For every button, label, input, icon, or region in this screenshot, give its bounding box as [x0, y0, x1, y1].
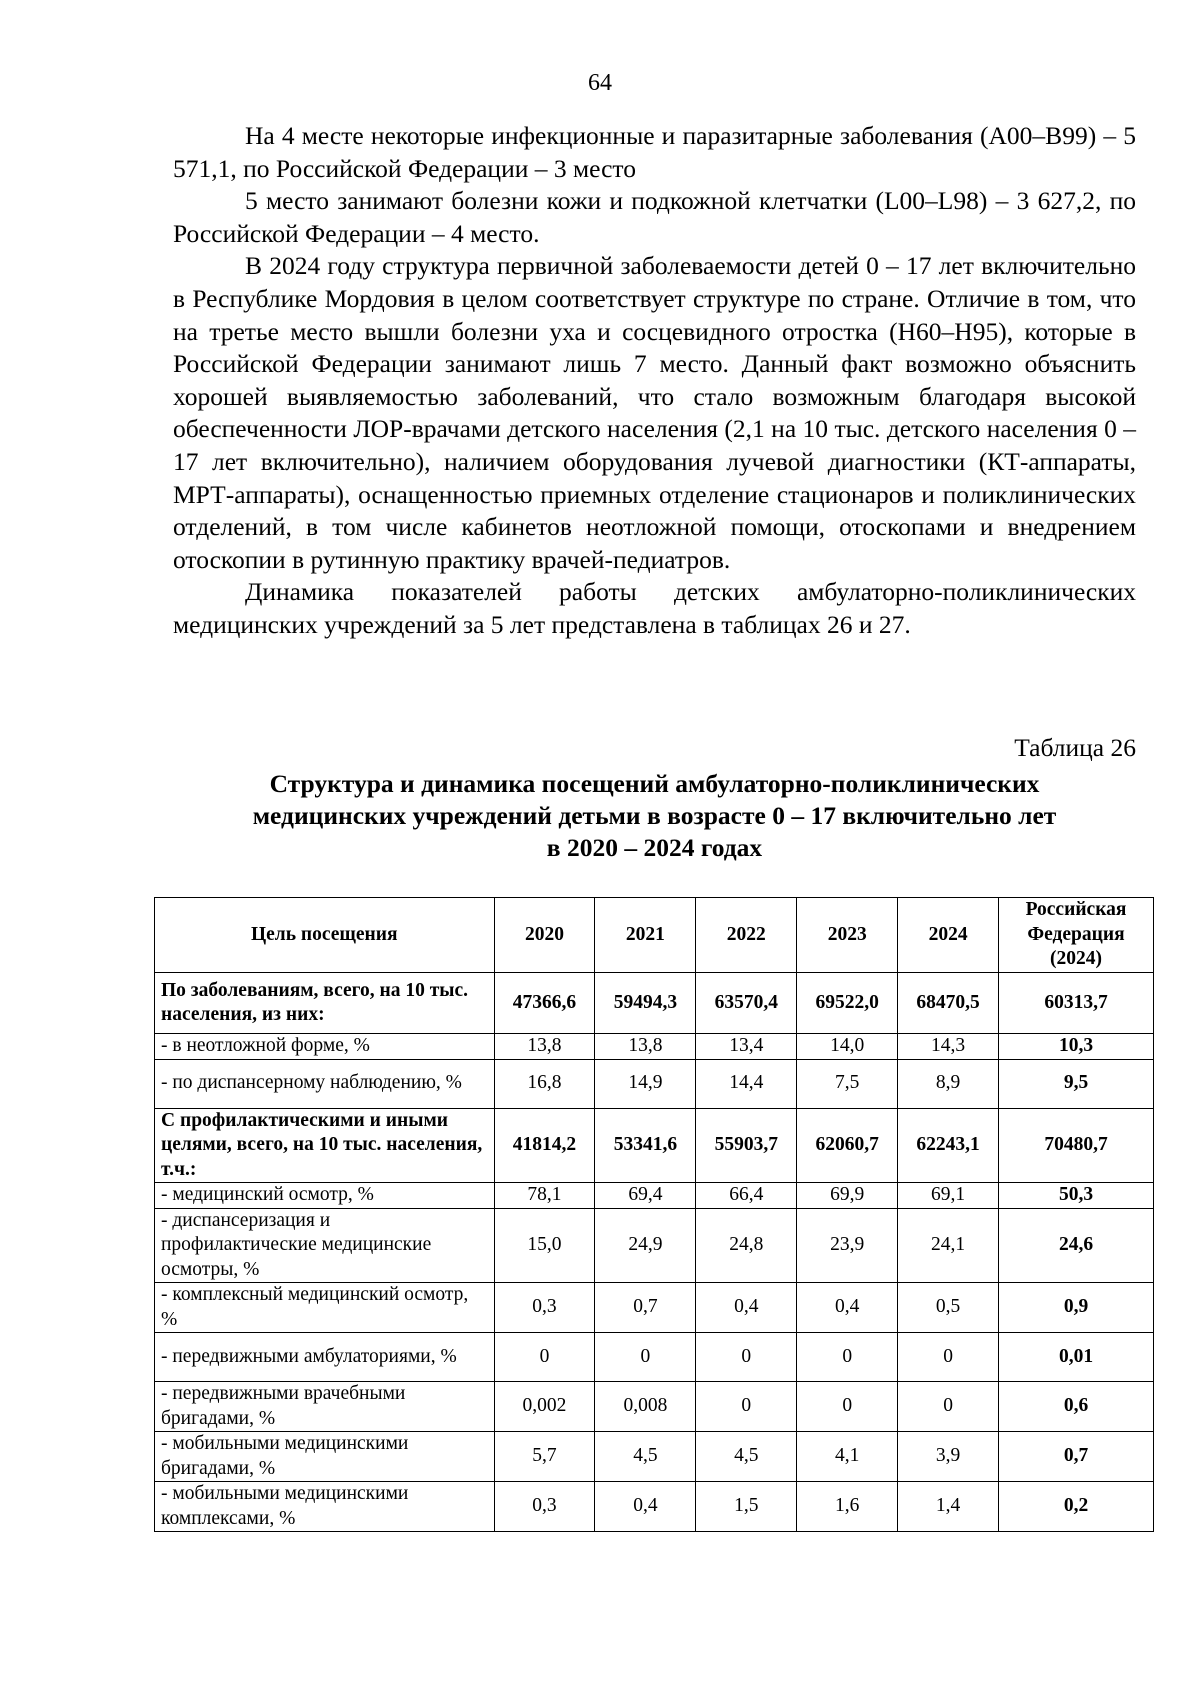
cell-value: 0 [898, 1382, 999, 1432]
cell-value: 0 [595, 1333, 696, 1382]
table-row [155, 1283, 1154, 1333]
cell-value: 23,9 [797, 1208, 898, 1283]
header-year: 2021 [595, 898, 696, 973]
cell-value: 0,4 [696, 1283, 797, 1333]
header-russian-federation: Российская Федерация (2024) [999, 898, 1154, 973]
table-label: Таблица 26 [1014, 733, 1136, 762]
table-row [155, 1382, 1154, 1432]
cell-value: 14,4 [696, 1059, 797, 1108]
row-label: - по диспансерному наблюдению, % [155, 1059, 495, 1108]
table-title-line: в 2020 – 2024 годах [546, 833, 763, 862]
table-title-line: Структура и динамика посещений амбулаторно-поликлинических [269, 769, 1040, 798]
cell-rf-value: 0,2 [999, 1482, 1154, 1532]
cell-value: 0 [494, 1333, 595, 1382]
cell-value: 13,4 [696, 1034, 797, 1060]
row-label: - в неотложной форме, % [155, 1034, 495, 1060]
table-title-line: медицинских учреждений детьми в возрасте 0 – 17 включительно лет [252, 801, 1057, 830]
cell-value: 68470,5 [898, 973, 999, 1034]
cell-value: 0,4 [595, 1482, 696, 1532]
cell-value: 16,8 [494, 1059, 595, 1108]
cell-value: 41814,2 [494, 1108, 595, 1183]
cell-value: 13,8 [595, 1034, 696, 1060]
cell-rf-value: 24,6 [999, 1208, 1154, 1283]
cell-value: 0 [797, 1382, 898, 1432]
cell-value: 0 [696, 1382, 797, 1432]
cell-rf-value: 70480,7 [999, 1108, 1154, 1183]
cell-value: 13,8 [494, 1034, 595, 1060]
cell-value: 15,0 [494, 1208, 595, 1283]
cell-value: 69,4 [595, 1183, 696, 1209]
header-year: 2020 [494, 898, 595, 973]
cell-value: 62060,7 [797, 1108, 898, 1183]
cell-rf-value: 9,5 [999, 1059, 1154, 1108]
page-number: 64 [588, 70, 612, 96]
cell-value: 0,008 [595, 1382, 696, 1432]
row-label: С профилактическими и иными целями, всего, на 10 тыс. населения, т.ч.: [155, 1108, 495, 1183]
cell-value: 1,6 [797, 1482, 898, 1532]
row-label: - передвижными амбулаториями, % [155, 1333, 495, 1382]
paragraph: На 4 месте некоторые инфекционные и паразитарные заболевания (А00–В99) – 5 571,1, по Российской Федерации – 3 место [173, 121, 1136, 183]
cell-value: 24,1 [898, 1208, 999, 1283]
cell-value: 53341,6 [595, 1108, 696, 1183]
cell-value: 14,9 [595, 1059, 696, 1108]
cell-value: 69522,0 [797, 973, 898, 1034]
row-label: - диспансеризация и профилактические медицинские осмотры, % [155, 1208, 495, 1283]
cell-value: 5,7 [494, 1432, 595, 1482]
row-label: - мобильными медицинскими бригадами, % [155, 1432, 495, 1482]
cell-value: 24,9 [595, 1208, 696, 1283]
cell-rf-value: 60313,7 [999, 973, 1154, 1034]
cell-value: 8,9 [898, 1059, 999, 1108]
cell-value: 59494,3 [595, 973, 696, 1034]
cell-value: 62243,1 [898, 1108, 999, 1183]
cell-value: 0,4 [797, 1283, 898, 1333]
cell-rf-value: 50,3 [999, 1183, 1154, 1209]
paragraph: 5 место занимают болезни кожи и подкожной клетчатки (L00–L98) – 3 627,2, по Российской Федерации – 4 место. [173, 186, 1136, 248]
row-label: - медицинский осмотр, % [155, 1183, 495, 1209]
table-header-row [155, 898, 1154, 973]
cell-rf-value: 0,01 [999, 1333, 1154, 1382]
cell-value: 0,3 [494, 1482, 595, 1532]
cell-value: 69,9 [797, 1183, 898, 1209]
cell-value: 0,7 [595, 1283, 696, 1333]
cell-value: 0,5 [898, 1283, 999, 1333]
cell-value: 0,3 [494, 1283, 595, 1333]
row-label: - мобильными медицинскими комплексами, % [155, 1482, 495, 1532]
cell-value: 47366,6 [494, 973, 595, 1034]
cell-value: 78,1 [494, 1183, 595, 1209]
table-row [155, 1482, 1154, 1532]
body-text [173, 120, 1136, 642]
cell-value: 7,5 [797, 1059, 898, 1108]
header-purpose: Цель посещения [155, 898, 495, 973]
header-year: 2022 [696, 898, 797, 973]
table-title [173, 768, 1136, 864]
cell-value: 14,0 [797, 1034, 898, 1060]
cell-value: 24,8 [696, 1208, 797, 1283]
cell-rf-value: 10,3 [999, 1034, 1154, 1060]
cell-value: 66,4 [696, 1183, 797, 1209]
table-row [155, 1333, 1154, 1382]
row-label: - комплексный медицинский осмотр, % [155, 1283, 495, 1333]
cell-value: 0,002 [494, 1382, 595, 1432]
table-row [155, 1208, 1154, 1283]
table-row [155, 1183, 1154, 1209]
table-row [155, 1432, 1154, 1482]
cell-value: 1,4 [898, 1482, 999, 1532]
table-row [155, 1059, 1154, 1108]
paragraph: Динамика показателей работы детских амбулаторно-поликлинических медицинских учреждений за 5 лет представлена в таблицах 26 и 27. [173, 577, 1136, 639]
cell-rf-value: 0,9 [999, 1283, 1154, 1333]
cell-rf-value: 0,7 [999, 1432, 1154, 1482]
cell-value: 14,3 [898, 1034, 999, 1060]
cell-value: 55903,7 [696, 1108, 797, 1183]
row-label: По заболеваниям, всего, на 10 тыс. населения, из них: [155, 973, 495, 1034]
table-row [155, 973, 1154, 1034]
cell-value: 4,5 [595, 1432, 696, 1482]
cell-value: 0 [898, 1333, 999, 1382]
table-row [155, 1034, 1154, 1060]
cell-value: 63570,4 [696, 973, 797, 1034]
cell-value: 0 [797, 1333, 898, 1382]
header-year: 2024 [898, 898, 999, 973]
cell-value: 1,5 [696, 1482, 797, 1532]
cell-value: 69,1 [898, 1183, 999, 1209]
table-row [155, 1108, 1154, 1183]
cell-value: 4,5 [696, 1432, 797, 1482]
visits-table [154, 897, 1154, 1532]
paragraph: В 2024 году структура первичной заболеваемости детей 0 – 17 лет включительно в Республике Мордовия в целом соответствует структуре по стране. Отличие в том, что на третье место вышли болезни уха и сосцевидного отростка (Н60–Н95), которые в Российской Федерации занимают лишь 7 место. Данный факт возможно объяснить хорошей выявляемостью заболеваний, что стало возможным благодаря высокой обеспеченности ЛОР-врачами детского населения (2,1 на 10 тыс. детского населения 0 – 17 лет включительно), наличием оборудования лучевой диагностики (КТ-аппараты, МРТ-аппараты), оснащенностью приемных отделение стационаров и поликлинических отделений, в том числе кабинетов неотложной помощи, отоскопами и внедрением отоскопии в рутинную практику врачей-педиатров. [173, 251, 1136, 574]
cell-value: 4,1 [797, 1432, 898, 1482]
cell-value: 3,9 [898, 1432, 999, 1482]
header-year: 2023 [797, 898, 898, 973]
cell-rf-value: 0,6 [999, 1382, 1154, 1432]
row-label: - передвижными врачебными бригадами, % [155, 1382, 495, 1432]
cell-value: 0 [696, 1333, 797, 1382]
